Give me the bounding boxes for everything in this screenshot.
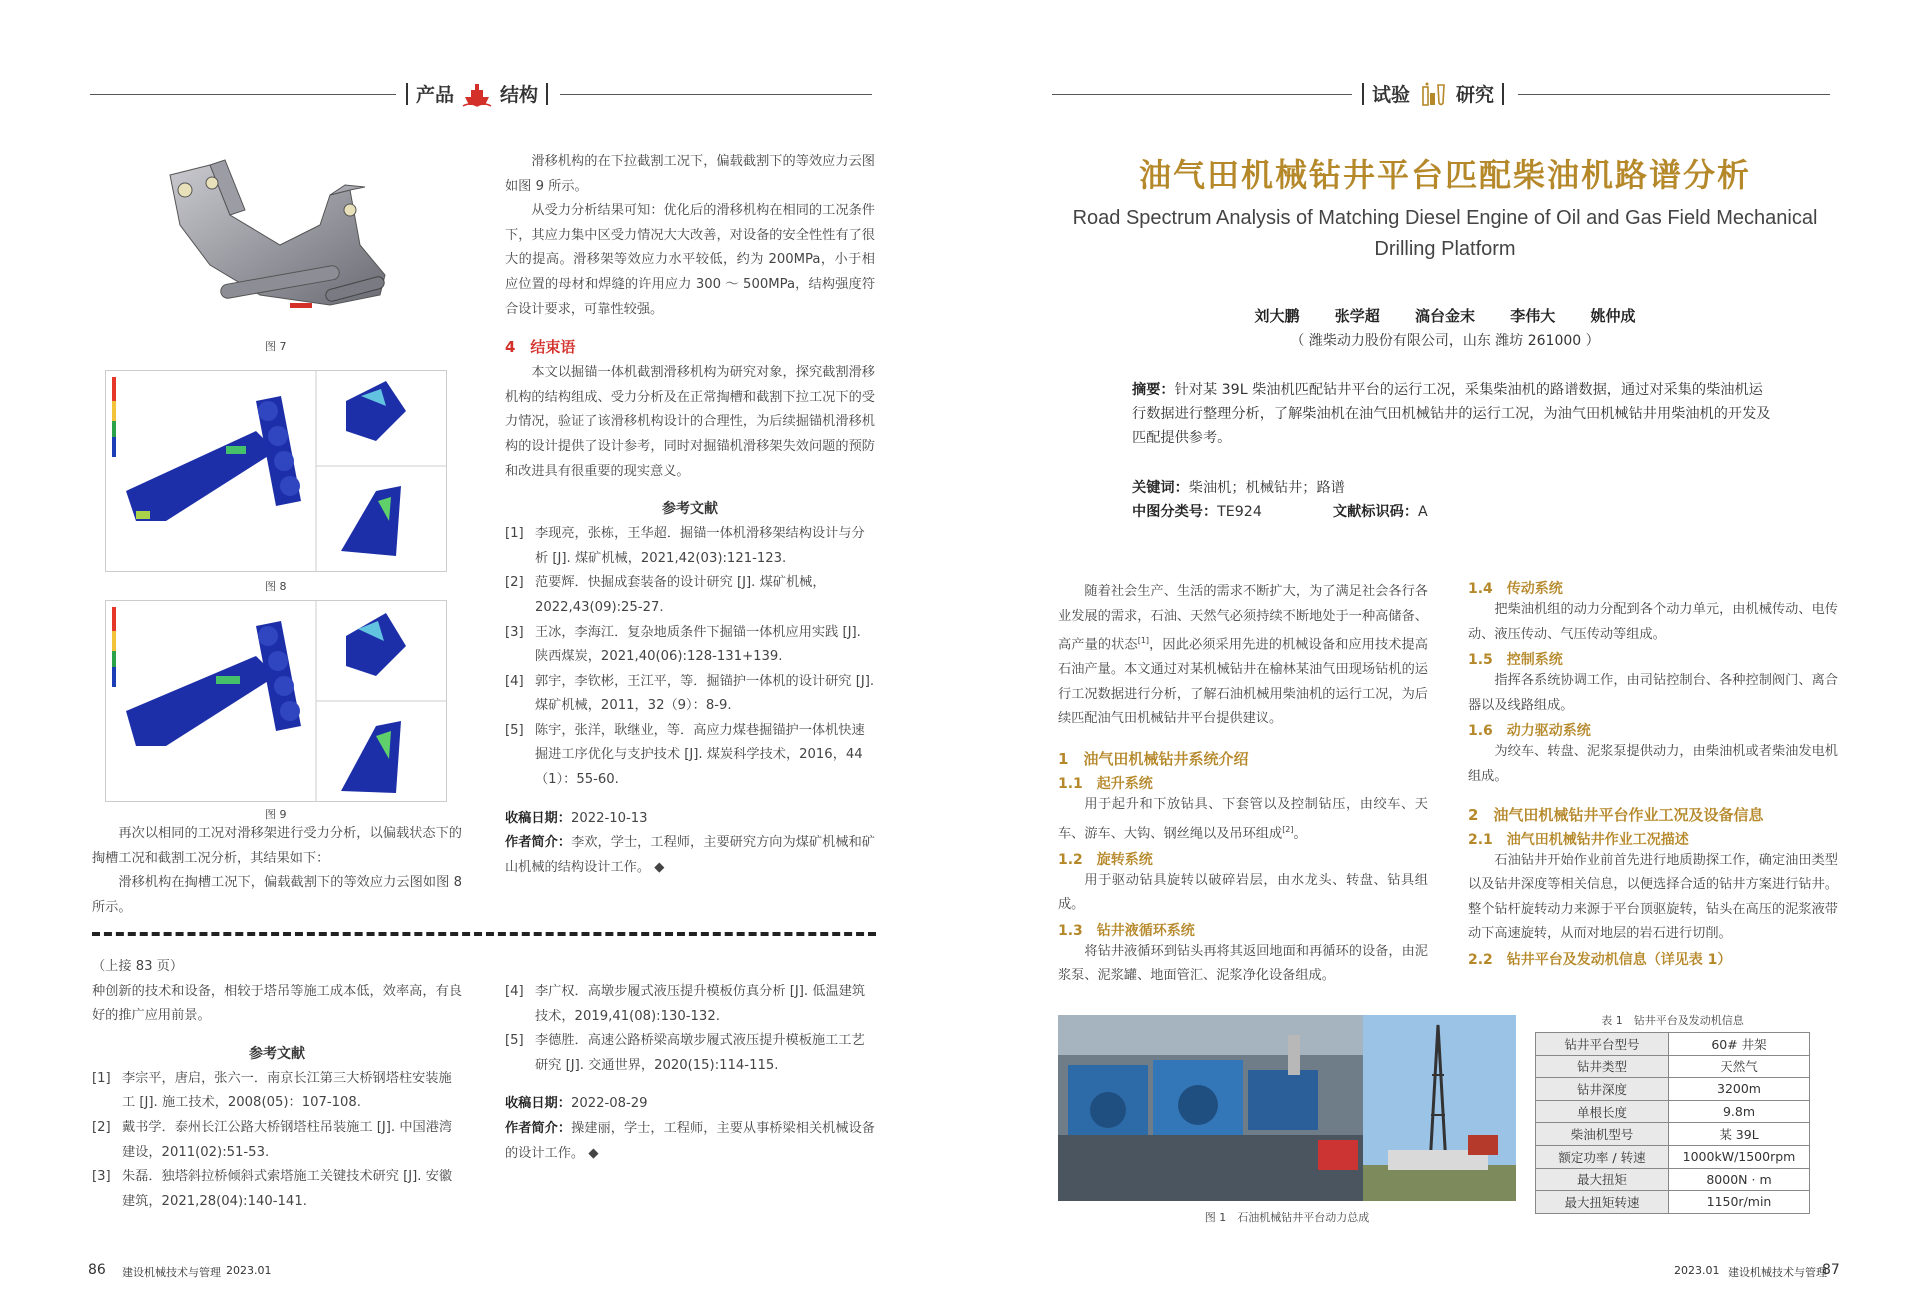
left-header-product: 产品: [416, 84, 455, 106]
figure-8-caption: 图 8: [265, 580, 287, 593]
right-issue: 2023.01: [1674, 1264, 1720, 1277]
paragraph: 本文以掘锚一体机截割滑移机构为研究对象，探究截割滑移机构的结构组成、受力分析及在正常掏槽和截割下拉工况下的受力情况，验证了该滑移机构设计的合理性，为后续掘锚机滑移机构的设计提供了设计参考，同时对掘锚机滑移架失效问题的预防和改进具有很重要的现实意义。: [505, 365, 875, 479]
intro-paragraph: 随着社会生产、生活的需求不断扩大，为了满足社会各行各业发展的需求，石油、天然气必须持续不断地处于一种高储备、高产量的状态[1]，因此必须采用先进的机械设备和应用技术提高石油产量。本文通过对某机械钻井在榆林某油气田现场钻机的运行工况数据进行分析，了解石油机械用柴油机的运行工况，为后续匹配油气田机械钻井平台提供建议。: [1058, 584, 1428, 727]
right-col2-text: [1468, 578, 1838, 969]
subsection-heading: 1.2 旋转系统: [1058, 851, 1153, 868]
received-date: 收稿日期：2022-08-29: [505, 1096, 648, 1112]
right-header-test: 试验: [1372, 84, 1411, 106]
received-date: 收稿日期：2022-10-13: [505, 810, 648, 826]
paragraph: 从受力分析结果可知：优化后的滑移机构在相同的工况条件下，其应力集中区受力情况大大改善，对设备的安全性性有了很大的提高。滑移架等效应力水平较低，约为 200MPa，小于相应位置的母材和焊缝的许用应力 300 ～ 500MPa，结构强度符合设计要求，可靠性较强。: [505, 203, 875, 317]
figure-7-caption: 图 7: [265, 340, 287, 353]
reference-item: [1] 李现亮，张栋，王华超．掘锚一体机滑移架结构设计与分析 [J]. 煤矿机械，2021,42(03):121-123.: [505, 526, 865, 566]
subsection-heading: 2.2 钻井平台及发动机信息（详见表 1）: [1468, 951, 1732, 968]
right-section-header: [1352, 80, 1514, 107]
paragraph: 用于驱动钻具旋转以破碎岩层，由水龙头、转盘、钻具组成。: [1058, 872, 1428, 913]
paragraph: 将钻井液循环到钻头再将其返回地面和再循环的设备，由泥浆泵、泥浆罐、地面管汇、泥浆净化设备组成。: [1058, 943, 1428, 984]
table-row: 钻井平台型号 60# 井架: [1536, 1033, 1810, 1056]
figure-9-caption: 图 9: [265, 808, 287, 821]
table-row: 额定功率 / 转速 1000kW/1500rpm: [1536, 1145, 1810, 1168]
left-col2-text: [505, 150, 875, 880]
right-col1-text: [1058, 580, 1428, 989]
continued-article-col2: [505, 980, 875, 1166]
left-journal-name: 建设机械技术与管理: [122, 1266, 221, 1279]
ship-icon: [462, 81, 492, 107]
left-section-header: [396, 80, 558, 107]
article-title-cn: 油气田机械钻井平台匹配柴油机路谱分析: [1138, 156, 1751, 194]
reference-item: [2] 戴书学．泰州长江公路大桥钢塔柱吊装施工 [J]. 中国港湾建设，2011(02):51-53.: [92, 1119, 453, 1160]
reference-item: [3] 王冰，李海江．复杂地质条件下掘锚一体机应用实践 [J]. 陕西煤炭，2021,40(06):128-131+139.: [505, 624, 861, 665]
table-row: 最大扭矩 8000N · m: [1536, 1168, 1810, 1191]
left-header-structure: 结构: [500, 84, 539, 106]
continued-note: （上接 83 页）: [92, 959, 184, 974]
left-issue: 2023.01: [226, 1264, 272, 1277]
table-row: 钻井类型 天然气: [1536, 1055, 1810, 1078]
paragraph: 滑移机构的在下拉截割工况下，偏载截割下的等效应力云图如图 9 所示。: [505, 154, 875, 194]
table-row: 最大扭矩转速 1150r/min: [1536, 1191, 1810, 1214]
left-page-number: 86: [88, 1262, 106, 1278]
figure-1-photo: [1058, 1015, 1516, 1201]
subsection-heading: 1.1 起升系统: [1058, 775, 1153, 792]
subsection-heading: 1.6 动力驱动系统: [1468, 723, 1591, 740]
right-header-research: 研究: [1456, 84, 1495, 106]
author-list: 刘大鹏 张学超 滈台金末 李伟大 姚仲成: [1254, 307, 1636, 325]
reference-item: [4] 郭宇，李钦彬，王江平，等．掘锚护一体机的设计研究 [J]. 煤矿机械，2011，32（9）：8-9.: [505, 673, 875, 714]
table-1-caption: 表 1 钻井平台及发动机信息: [1601, 1014, 1744, 1027]
section-heading-4: 4 结束语: [505, 338, 576, 357]
table-row: 柴油机型号 某 39L: [1536, 1123, 1810, 1146]
paragraph: 滑移机构在掏槽工况下，偏载截割下的等效应力云图如图 8 所示。: [92, 875, 462, 915]
references-title: 参考文献: [249, 1045, 305, 1062]
dashed-separator: [92, 932, 876, 936]
continued-article: [92, 955, 462, 1214]
subsection-heading: 1.5 控制系统: [1468, 652, 1563, 669]
article-title-en: Road Spectrum Analysis of Matching Diesel Engine of Oil and Gas Field Mechanical Drilling Platform: [1072, 207, 1818, 260]
left-col1-text: [92, 822, 462, 920]
author-bio: 作者简介：李欢，学士，工程师，主要研究方向为煤矿机械和矿山机械的结构设计工作。 ◆: [505, 835, 875, 875]
section-heading-1: 1 油气田机械钻井系统介绍: [1058, 749, 1249, 768]
paragraph: 种创新的技术和设备，相较于塔吊等施工成本低，效率高，有良好的推广应用前景。: [92, 983, 462, 1024]
abstract: 摘要：针对某 39L 柴油机匹配钻井平台的运行工况，采集柴油机的路谱数据，通过对采集的柴油机运行数据进行整理分析，了解柴油机在油气田机械钻井的运行工况，为油气田机械钻井用柴油机的开发及匹配提供参考。: [1132, 382, 1771, 446]
paragraph: 把柴油机组的动力分配到各个动力单元，由机械传动、电传动、液压传动、气压传动等组成。: [1468, 602, 1838, 642]
subsection-heading: 2.1 油气田机械钻井作业工况描述: [1468, 831, 1689, 848]
paragraph: 用于起升和下放钻具、下套管以及控制钻压，由绞车、天车、游车、大钩、钢丝绳以及吊环组成[2]。: [1058, 796, 1428, 841]
reference-item: [5] 李德胜．高速公路桥梁高墩步履式液压提升模板施工工艺研究 [J]. 交通世界，2020(15):114-115.: [505, 1033, 865, 1073]
reference-item: [4] 李广权．高墩步履式液压提升模板仿真分析 [J]. 低温建筑技术，2019,41(08):130-132.: [505, 984, 866, 1024]
reference-item: [2] 范要辉．快掘成套装备的设计研究 [J]. 煤矿机械，2022,43(09):25-27.: [505, 575, 826, 615]
figure-8-image: [105, 370, 447, 572]
paragraph: 石油钻井开始作业前首先进行地质勘探工作，确定油田类型以及钻井深度等相关信息，以便选择合适的钻井方案进行钻井。整个钻杆旋转动力来源于平台顶驱旋转，钻头在高压的泥浆液带动下高速旋转，从而对地层的岩石进行切削。: [1468, 852, 1838, 942]
subsection-heading: 1.4 传动系统: [1468, 581, 1563, 597]
section-heading-2: 2 油气田机械钻井平台作业工况及设备信息: [1468, 805, 1764, 824]
figure-9-image: [105, 600, 447, 802]
table-row: 单根长度 9.8m: [1536, 1100, 1810, 1123]
right-page-number: 87: [1822, 1262, 1840, 1278]
reference-item: [5] 陈宇，张洋，耿继业，等．高应力煤巷掘锚护一体机快速掘进工序优化与支护技术 [J]. 煤炭科学技术，2016，44（1）：55-60.: [505, 722, 865, 788]
right-journal-name: 建设机械技术与管理: [1728, 1266, 1827, 1279]
affiliation: （ 潍柴动力股份有限公司，山东 潍坊 261000 ）: [1290, 333, 1600, 349]
spec-table: [1535, 1032, 1810, 1214]
reference-item: [3] 朱磊．独塔斜拉桥倾斜式索塔施工关键技术研究 [J]. 安徽建筑，2021,28(04):140-141.: [92, 1169, 453, 1209]
paragraph: 为绞车、转盘、泥浆泵提供动力，由柴油机或者柴油发电机组成。: [1468, 744, 1838, 784]
figure-1-caption: 图 1 石油机械钻井平台动力总成: [1204, 1211, 1370, 1224]
paragraph: 指挥各系统协调工作，由司钻控制台、各种控制阀门、离合器以及线路组成。: [1468, 673, 1838, 713]
figure-7-image: [150, 155, 400, 325]
reference-item: [1] 李宗平，唐启，张六一．南京长江第三大桥钢塔柱安装施工 [J]. 施工技术，2008(05)：107-108.: [92, 1070, 452, 1111]
keywords: 关键词：柴油机；机械钻井；路谱: [1132, 480, 1345, 496]
paragraph: 再次以相同的工况对滑移架进行受力分析，以偏载状态下的掏槽工况和截割工况分析，其结果如下：: [92, 826, 462, 866]
table-row: 钻井深度 3200m: [1536, 1078, 1810, 1101]
flask-icon: [1418, 81, 1448, 107]
references-title: 参考文献: [662, 501, 718, 518]
classification: 中图分类号：TE924 文献标识码：A: [1132, 504, 1428, 520]
subsection-heading: 1.3 钻井液循环系统: [1058, 922, 1195, 939]
author-bio: 作者简介：操建丽，学士，工程师，主要从事桥梁相关机械设备的设计工作。 ◆: [505, 1120, 875, 1161]
